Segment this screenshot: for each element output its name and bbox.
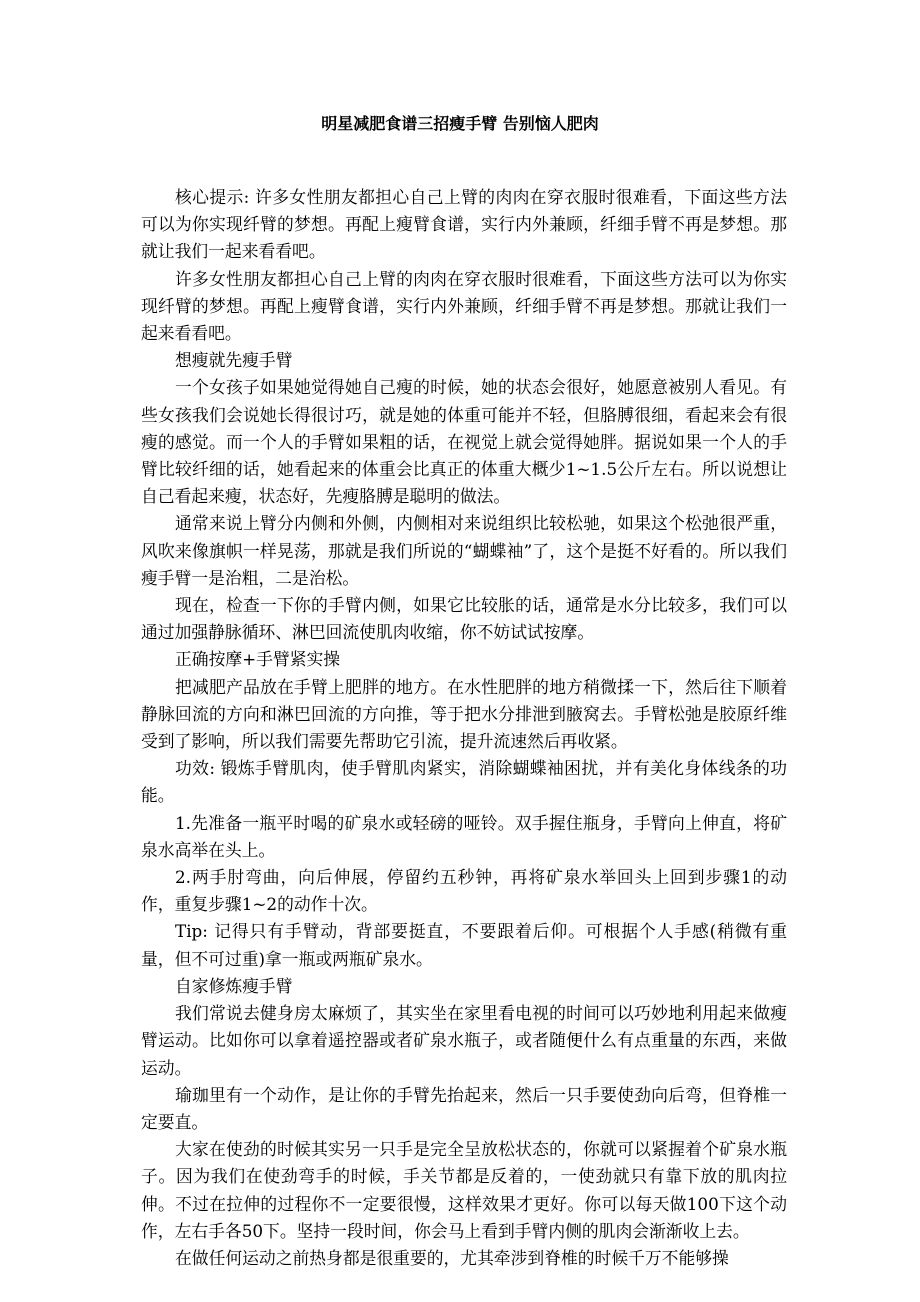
paragraph: 一个女孩子如果她觉得她自己瘦的时候，她的状态会很好，她愿意被别人看见。有些女孩我们会说她长得很讨巧，就是她的体重可能并不轻，但胳膊很细，看起来会有很瘦的感觉。而一个人的手臂如果粗的话，在视觉上就会觉得她胖。据说如果一个人的手臂比较纤细的话，她看起来的体重会比真正的体重大概少1~1.5公斤左右。所以说想让自己看起来瘦，状态好，先瘦胳膊是聪明的做法。	[141, 377, 787, 507]
paragraph-tip: Tip: 记得只有手臂动，背部要挺直，不要跟着后仰。可根据个人手感(稍微有重量，但不可过重)拿一瓶或两瓶矿泉水。	[141, 921, 787, 969]
paragraph-effect: 功效: 锻炼手臂肌肉，使手臂肌肉紧实，消除蝴蝶袖困扰，并有美化身体线条的功能。	[141, 758, 787, 806]
section-heading-home-training: 自家修炼瘦手臂	[175, 975, 293, 996]
document-title: 明星减肥食谱三招瘦手臂 告别恼人肥肉	[321, 114, 599, 133]
paragraph: 现在，检查一下你的手臂内侧，如果它比较胀的话，通常是水分比较多，我们可以通过加强静脉循环、淋巴回流使肌肉收缩，你不妨试试按摩。	[141, 595, 787, 643]
paragraph-intro: 许多女性朋友都担心自己上臂的肉肉在穿衣服时很难看，下面这些方法可以为你实现纤臂的梦想。再配上瘦臂食谱，实行内外兼顾，纤细手臂不再是梦想。那就让我们一起来看看吧。	[141, 268, 787, 344]
paragraph-step-1: 1.先准备一瓶平时喝的矿泉水或轻磅的哑铃。双手握住瓶身，手臂向上伸直，将矿泉水高举在头上。	[141, 812, 787, 860]
paragraph: 把减肥产品放在手臂上肥胖的地方。在水性肥胖的地方稍微揉一下，然后往下顺着静脉回流的方向和淋巴回流的方向推，等于把水分排泄到腋窝去。手臂松弛是胶原纤维受到了影响，所以我们需要先帮助它引流，提升流速然后再收紧。	[141, 676, 787, 752]
paragraph: 通常来说上臂分内侧和外侧，内侧相对来说组织比较松驰，如果这个松弛很严重，风吹来像旗帜一样晃荡，那就是我们所说的“蝴蝶袖”了，这个是挺不好看的。所以我们瘦手臂一是治粗，二是治松。	[141, 513, 787, 588]
paragraph: 我们常说去健身房太麻烦了，其实坐在家里看电视的时间可以巧妙地利用起来做瘦臂运动。比如你可以拿着遥控器或者矿泉水瓶子，或者随便什么有点重量的东西，来做运动。	[141, 1003, 787, 1078]
paragraph: 瑜珈里有一个动作，是让你的手臂先抬起来，然后一只手要使劲向后弯，但脊椎一定要直。	[141, 1084, 787, 1132]
paragraph: 大家在使劲的时候其实另一只手是完全呈放松状态的，你就可以紧握着个矿泉水瓶子。因为我们在使劲弯手的时候，手关节都是反着的，一使劲就只有靠下放的肌肉拉伸。不过在拉伸的过程你不一定要很慢，这样效果才更好。你可以每天做100下这个动作，左右手各50下。坚持一段时间，你会马上看到手臂内侧的肌肉会渐渐收上去。	[141, 1139, 787, 1241]
section-heading-massage: 正确按摩+手臂紧实操	[175, 649, 341, 670]
section-heading-slim-arms-first: 想瘦就先瘦手臂	[175, 350, 293, 371]
document-body	[141, 184, 787, 1272]
paragraph-step-2: 2.两手肘弯曲，向后伸展，停留约五秒钟，再将矿泉水举回头上回到步骤1的动作，重复步骤1~2的动作十次。	[141, 867, 787, 915]
paragraph-core-summary: 核心提示: 许多女性朋友都担心自己上臂的肉肉在穿衣服时很难看，下面这些方法可以为你实现纤臂的梦想。再配上瘦臂食谱，实行内外兼顾，纤细手臂不再是梦想。那就让我们一起来看看吧。	[141, 187, 787, 262]
paragraph-truncated: 在做任何运动之前热身都是很重要的，尤其牵涉到脊椎的时候千万不能够操	[175, 1247, 729, 1268]
